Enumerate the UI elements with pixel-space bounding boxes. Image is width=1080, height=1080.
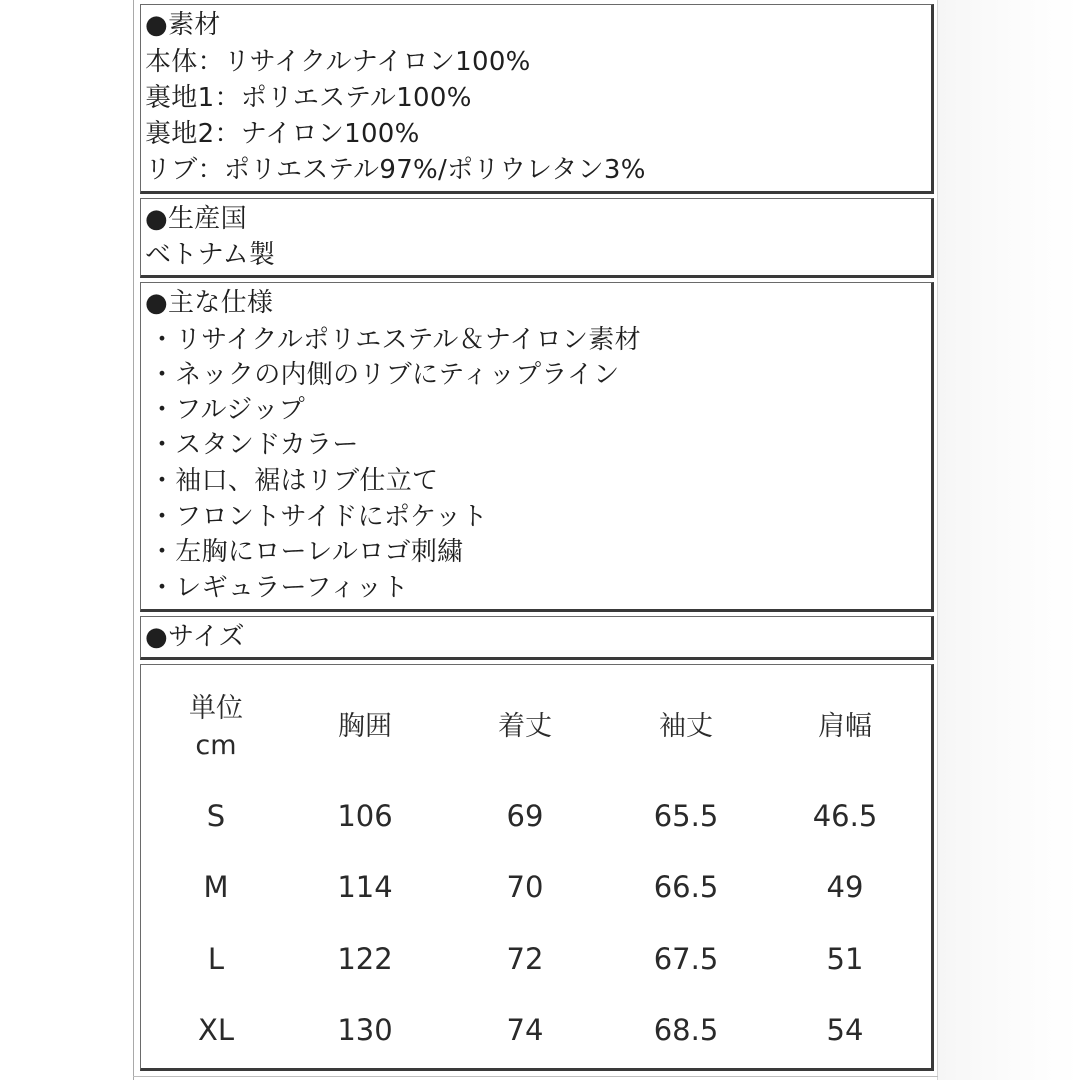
column-header: 袖丈	[659, 711, 713, 742]
material-line: 本体：リサイクルナイロン100%	[145, 47, 531, 77]
page-border-right	[937, 0, 938, 1080]
table-cell: 122	[337, 942, 393, 976]
column-header: 着丈	[498, 711, 552, 742]
table-cell: 114	[337, 870, 393, 904]
page-border-left	[133, 0, 134, 1080]
size-heading-section	[140, 616, 934, 660]
row-size-label: L	[207, 942, 225, 976]
column-header: 胸囲	[338, 711, 392, 742]
table-cell: 70	[506, 870, 544, 904]
background-shade	[938, 0, 1080, 1080]
size-heading: ●サイズ	[145, 622, 245, 652]
table-cell: 51	[826, 942, 864, 976]
origin-heading: ●生産国	[145, 204, 247, 234]
specs-section	[140, 282, 934, 612]
size-table	[140, 664, 934, 1071]
row-size-label: M	[203, 870, 229, 904]
table-cell: 130	[337, 1013, 393, 1047]
table-cell: 65.5	[653, 799, 719, 833]
spec-item: ・フロントサイドにポケット	[149, 502, 488, 532]
table-cell: 49	[826, 870, 864, 904]
spec-item: ・フルジップ	[149, 395, 306, 425]
spec-item: ・袖口、裾はリブ仕立て	[149, 466, 439, 496]
row-size-label: XL	[197, 1013, 235, 1047]
origin-value: ベトナム製	[145, 240, 276, 270]
table-cell: 67.5	[653, 942, 719, 976]
table-cell: 66.5	[653, 870, 719, 904]
table-cell: 106	[337, 799, 393, 833]
table-cell: 74	[506, 1013, 544, 1047]
spec-item: ・左胸にローレルロゴ刺繍	[149, 537, 464, 567]
table-cell: 46.5	[812, 799, 878, 833]
table-cell: 68.5	[653, 1013, 719, 1047]
material-line: 裏地1：ポリエステル100%	[145, 83, 472, 113]
materials-section	[140, 4, 934, 194]
specs-heading: ●主な仕様	[145, 288, 274, 318]
table-cell: 72	[506, 942, 544, 976]
unit-value: cm	[195, 730, 237, 761]
origin-section	[140, 198, 934, 278]
row-size-label: S	[206, 799, 226, 833]
spec-item: ・ネックの内側のリブにティップライン	[149, 360, 620, 390]
column-header: 肩幅	[818, 711, 872, 742]
materials-heading: ●素材	[145, 10, 221, 40]
unit-label: 単位	[189, 693, 243, 724]
table-cell: 69	[506, 799, 544, 833]
material-line: 裏地2：ナイロン100%	[145, 119, 420, 149]
page-border-bottom	[133, 1076, 938, 1077]
material-line: リブ：ポリエステル97%/ポリウレタン3%	[145, 155, 646, 185]
spec-item: ・レギュラーフィット	[149, 573, 409, 603]
spec-item: ・リサイクルポリエステル＆ナイロン素材	[149, 325, 641, 355]
spec-item: ・スタンドカラー	[149, 430, 359, 460]
table-cell: 54	[826, 1013, 864, 1047]
